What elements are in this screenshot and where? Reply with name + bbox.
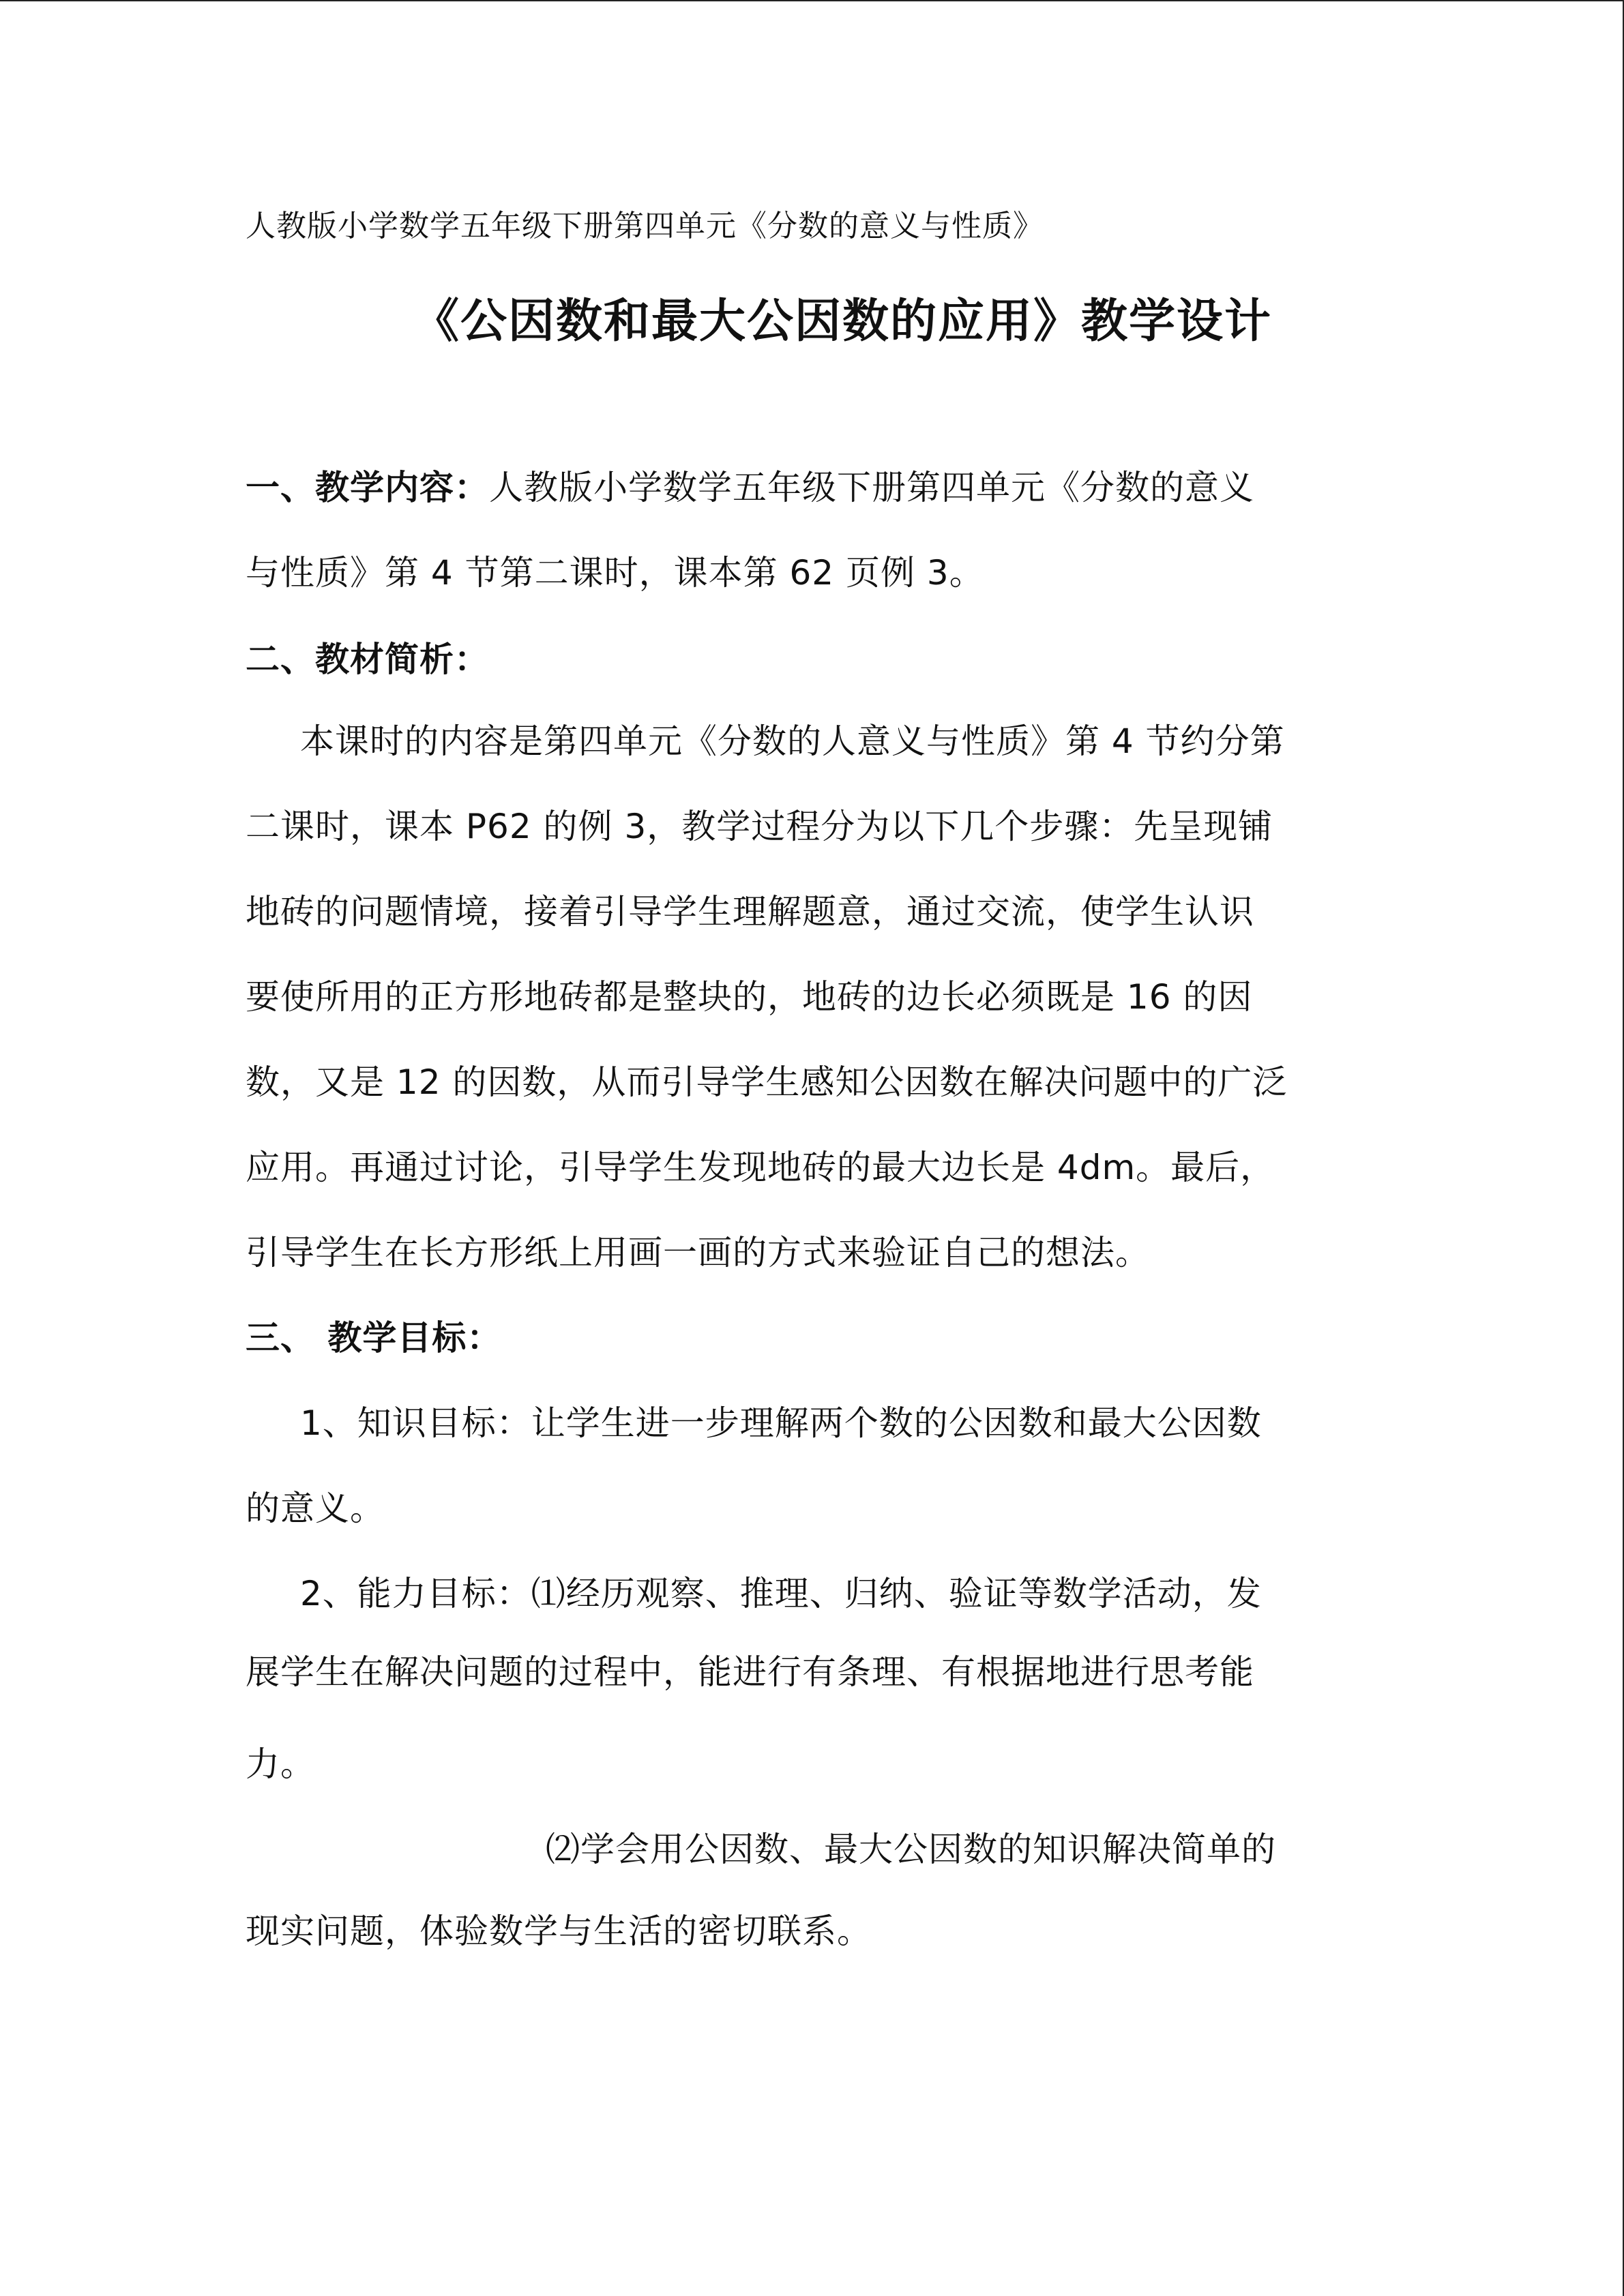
goal3-line2: 现实问题，体验数学与生活的密切联系。 [246,1911,872,1951]
section2-paragraph-line: 要使所用的正方形地砖都是整块的，地砖的边长必须既是 16 的因 [246,977,1253,1017]
section2-paragraph-line: 引导学生在长方形纸上用画一画的方式来验证自己的想法。 [246,1233,1150,1272]
section2-paragraph-line: 数，又是 12 的因数，从而引导学生感知公因数在解决问题中的广泛 [246,1062,1288,1102]
section2-paragraph-line: 应用。再通过讨论，引导学生发现地砖的最大边长是 4dm。最后， [246,1148,1275,1187]
document-title: 《公因数和最大公因数的应用》教学设计 [413,295,1273,348]
goal2-line1: 2、能力目标：⑴经历观察、推理、归纳、验证等数学活动，发 [300,1574,1262,1613]
section1-text-line2: 与性质》第 4 节第二课时，课本第 62 页例 3。 [246,553,984,593]
section2-paragraph-line: 地砖的问题情境，接着引导学生理解题意，通过交流，使学生认识 [246,892,1254,931]
section2-paragraph-line: 二课时，课本 P62 的例 3，教学过程分为以下几个步骤：先呈现铺 [246,807,1273,846]
goal3-line1: ⑵学会用公因数、最大公因数的知识解决简单的 [546,1830,1276,1869]
goal1-line1: 1、知识目标：让学生进一步理解两个数的公因数和最大公因数 [300,1403,1262,1443]
goal1-line2: 的意义。 [246,1489,385,1528]
section2-paragraph-line: 本课时的内容是第四单元《分数的人意义与性质》第 4 节约分第 [300,721,1285,761]
section2-heading: 二、教材简析： [246,640,489,679]
section1-text-line1: 人教版小学数学五年级下册第四单元《分数的意义 [489,468,1254,507]
section1-line1 [246,467,1254,508]
section1-heading: 一、教学内容： [246,468,489,507]
section3-heading: 三、 教学目标： [246,1318,502,1358]
goal2-line3: 力。 [246,1744,315,1784]
document-subtitle: 人教版小学数学五年级下册第四单元《分数的意义与性质》 [246,209,1044,243]
goal2-line2: 展学生在解决问题的过程中，能进行有条理、有根据地进行思考能 [246,1652,1254,1692]
